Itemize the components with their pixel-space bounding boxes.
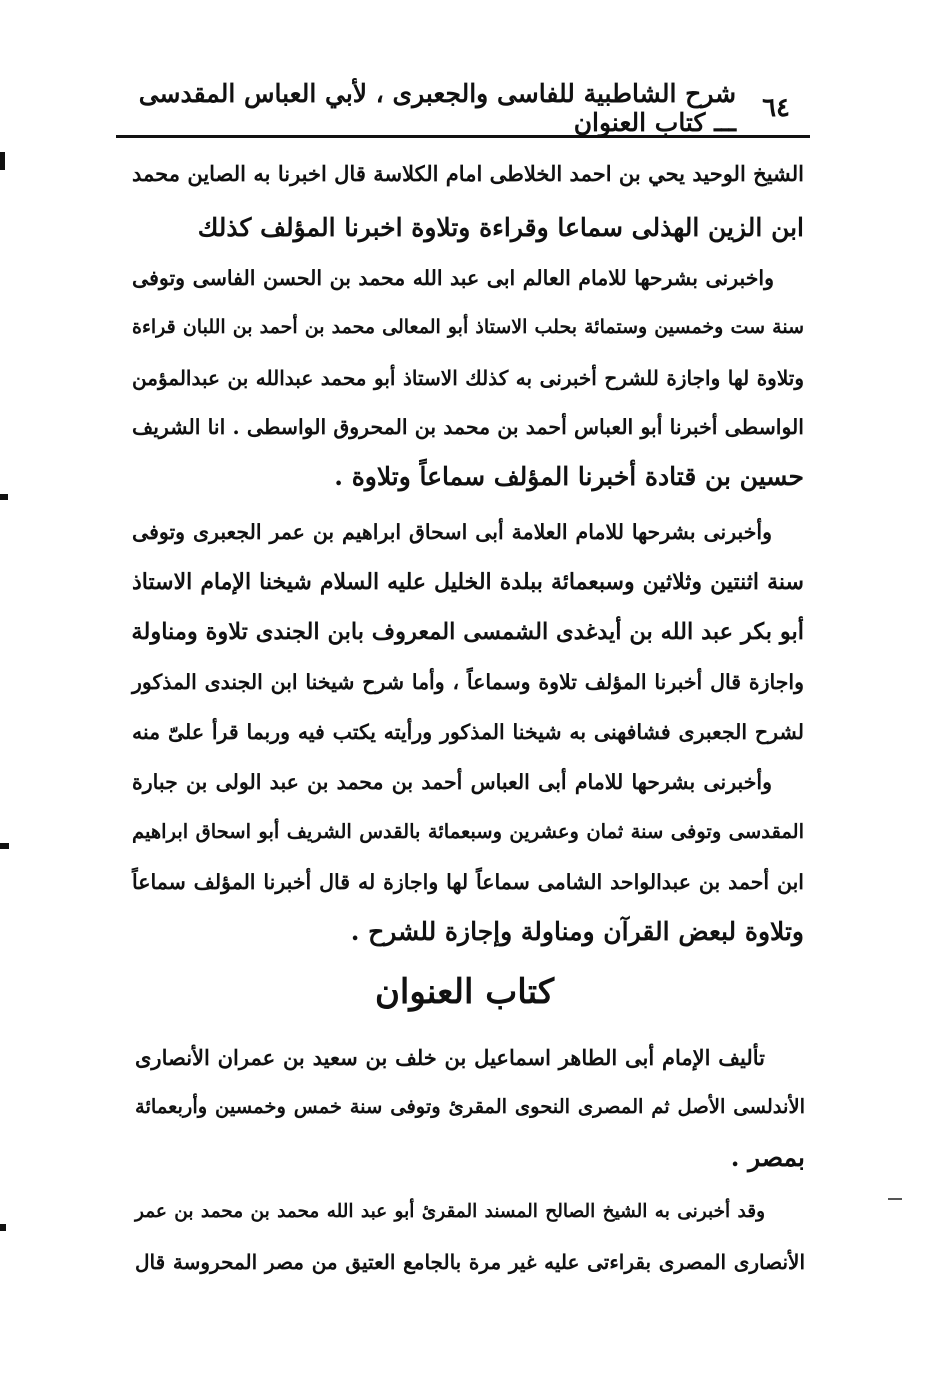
text-line: لشرح الجعبرى فشافهنى به شيخنا المذكور ورأيته يكتب فيه وربما قرأ علىّ منه — [132, 720, 804, 744]
text-line: سنة ست وخمسين وستمائة بحلب الاستاذ أبو المعالى محمد بن أحمد بن اللبان قراءة — [132, 316, 804, 338]
scan-mark — [0, 1224, 6, 1231]
text-line: بمصر . — [730, 1143, 805, 1172]
scan-mark — [888, 1198, 902, 1200]
text-line: حسين بن قتادة أخبرنا المؤلف سماعاً وتلاوة . — [334, 462, 804, 491]
text-line: تأليف الإمام أبى الطاهر اسماعيل بن خلف بن سعيد بن عمران الأنصارى — [135, 1045, 765, 1070]
text-line: ابن أحمد بن عبدالواحد الشامى سماعاً لها واجازة له قال أخبرنا المؤلف سماعاً — [132, 870, 804, 894]
section-heading: كتاب العنوان — [374, 972, 555, 1012]
text-line: المقدسى وتوفى سنة ثمان وعشرين وسبعمائة بالقدس الشريف أبو اسحاق ابراهيم — [132, 820, 804, 843]
text-line: واجازة قال أخبرنا المؤلف تلاوة وسماعاً ، وأما شرح شيخنا ابن الجندى المذكور — [132, 670, 804, 694]
scan-mark — [0, 843, 9, 849]
text-line: وأخبرنى بشرحها للامام العلامة أبى اسحاق ابراهيم بن عمر الجعبرى وتوفى — [132, 520, 772, 544]
text-line: وتلاوة لبعض القرآن ومناولة وإجازة للشرح . — [350, 917, 804, 946]
text-line: ابن الزين الهذلى سماعا وقراءة وتلاوة اخبرنا المؤلف كذلك — [197, 213, 804, 242]
text-line: سنة اثنتين وثلاثين وسبعمائة ببلدة الخليل عليه السلام شيخنا الإمام الاستاذ — [132, 569, 804, 595]
header-rule — [116, 135, 810, 138]
text-line: الواسطى أخبرنا أبو العباس أحمد بن محمد بن المحروق الواسطى . انا الشريف — [132, 415, 804, 439]
running-title: شرح الشاطبية للفاسى والجعبرى ، لأبي العباس المقدسى ـــ كتاب العنوان — [138, 79, 737, 137]
text-line: أبو بكر عبد الله بن أيدغدى الشمسى المعروف بابن الجندى تلاوة ومناولة — [131, 619, 804, 645]
text-line: وأخبرنى بشرحها للامام أبى العباس أحمد بن محمد بن عبد الولى بن جبارة — [132, 770, 772, 794]
page-number: ٦٤ — [762, 93, 790, 123]
text-line: واخبرنى بشرحها للامام العالم ابى عبد الله محمد بن الحسن الفاسى وتوفى — [132, 266, 774, 290]
text-line: الأندلسى الأصل ثم المصرى النحوى المقرئ وتوفى سنة خمس وخمسين وأربعمائة — [135, 1095, 805, 1118]
scan-mark — [0, 494, 8, 500]
scan-mark — [0, 152, 5, 170]
text-line: وتلاوة لها واجازة للشرح أخبرنى به كذلك الاستاذ أبو محمد عبدالله بن عبدالمؤمن — [132, 366, 804, 390]
running-header — [118, 79, 790, 137]
text-line: الشيخ الوحيد يحي بن احمد الخلاطى امام الكلاسة قال اخبرنا به الصاين محمد — [132, 161, 804, 186]
text-line: وقد أخبرنى به الشيخ الصالح المسند المقرئ أبو عبد الله محمد بن محمد بن عمر — [135, 1201, 765, 1222]
text-line: الأنصارى المصرى بقراءتى عليه غير مرة بالجامع العتيق من مصر المحروسة قال — [135, 1250, 805, 1274]
